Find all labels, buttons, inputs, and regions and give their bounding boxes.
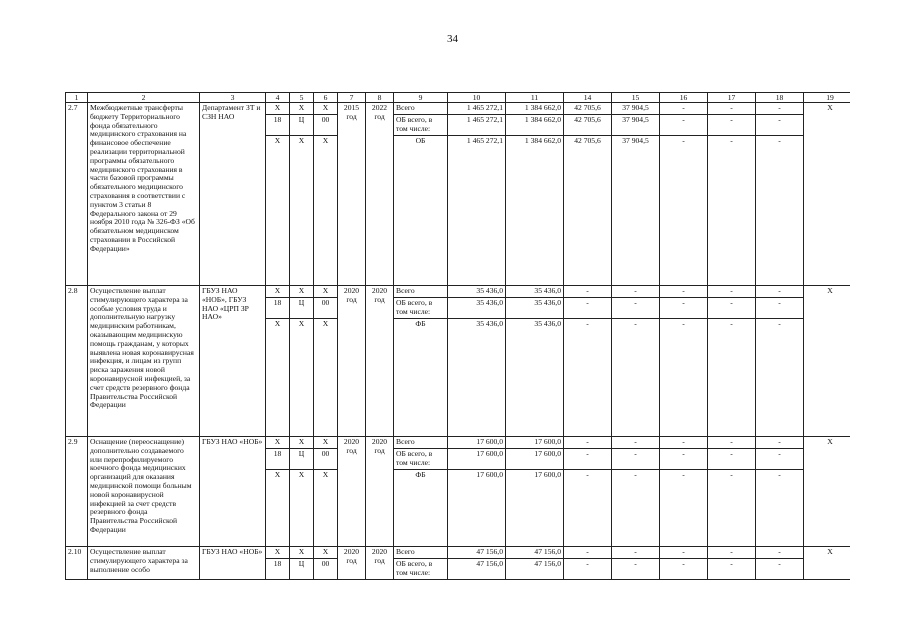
measure-name: Осуществление выплат стимулирующего характера за выполнение особо	[88, 547, 200, 580]
amount-col-14: -	[564, 298, 612, 319]
table-row	[66, 547, 851, 559]
code-col-5: Ц	[290, 115, 314, 136]
code-col-5: Х	[290, 547, 314, 559]
row-number: 2.8	[66, 286, 88, 437]
amount-col-16: -	[660, 437, 708, 449]
code-col-4: 18	[266, 449, 290, 470]
amount-col-18: -	[756, 115, 804, 136]
funding-source: ОБ	[394, 136, 448, 286]
amount-col-17: -	[708, 136, 756, 286]
funding-source: ОБ всего, в том числе:	[394, 559, 448, 580]
code-col-6: Х	[314, 136, 338, 286]
amount-col-17: -	[708, 437, 756, 449]
code-col-4: Х	[266, 319, 290, 437]
start-year: 2020 год	[338, 547, 366, 580]
amount-col-16: -	[660, 286, 708, 298]
funding-source: ОБ всего, в том числе:	[394, 298, 448, 319]
column-header: 16	[660, 93, 708, 103]
code-col-6: Х	[314, 319, 338, 437]
funding-source: ОБ всего, в том числе:	[394, 115, 448, 136]
page-number: 34	[447, 33, 458, 45]
funding-source: ФБ	[394, 319, 448, 437]
column-header: 6	[314, 93, 338, 103]
code-col-5: Ц	[290, 298, 314, 319]
amount-col-14: -	[564, 286, 612, 298]
column-header: 7	[338, 93, 366, 103]
amount-col-17: -	[708, 547, 756, 559]
amount-total: 35 436,0	[448, 286, 506, 298]
amount-total: 47 156,0	[448, 547, 506, 559]
column-header: 9	[394, 93, 448, 103]
header-row	[66, 93, 851, 103]
amount-col-11: 1 384 662,0	[506, 103, 564, 115]
amount-col-15: -	[612, 319, 660, 437]
code-col-4: Х	[266, 286, 290, 298]
code-col-5: Х	[290, 470, 314, 547]
amount-col-18: -	[756, 103, 804, 115]
amount-col-14: 42 705,6	[564, 115, 612, 136]
column-header: 8	[366, 93, 394, 103]
amount-col-18: -	[756, 559, 804, 580]
row-number: 2.10	[66, 547, 88, 580]
amount-col-11: 17 600,0	[506, 449, 564, 470]
amount-col-15: 37 904,5	[612, 103, 660, 115]
column-header: 1	[66, 93, 88, 103]
amount-col-18: -	[756, 319, 804, 437]
amount-col-11: 47 156,0	[506, 547, 564, 559]
amount-col-16: -	[660, 115, 708, 136]
amount-col-14: -	[564, 449, 612, 470]
end-year: 2020 год	[366, 286, 394, 437]
amount-col-17: -	[708, 319, 756, 437]
amount-col-14: -	[564, 319, 612, 437]
amount-col-11: 47 156,0	[506, 559, 564, 580]
col-19: Х	[804, 103, 851, 286]
code-col-6: 00	[314, 559, 338, 580]
amount-col-14: -	[564, 559, 612, 580]
code-col-4: Х	[266, 103, 290, 115]
column-header: 19	[804, 93, 851, 103]
code-col-4: Х	[266, 547, 290, 559]
amount-col-17: -	[708, 286, 756, 298]
row-number: 2.9	[66, 437, 88, 547]
amount-col-16: -	[660, 319, 708, 437]
table-row	[66, 286, 851, 298]
amount-col-17: -	[708, 559, 756, 580]
funding-source: ОБ всего, в том числе:	[394, 449, 448, 470]
amount-col-16: -	[660, 136, 708, 286]
code-col-5: Х	[290, 286, 314, 298]
code-col-5: Х	[290, 136, 314, 286]
code-col-6: Х	[314, 103, 338, 115]
code-col-5: Х	[290, 319, 314, 437]
amount-total: 1 465 272,1	[448, 103, 506, 115]
amount-total: 35 436,0	[448, 298, 506, 319]
amount-col-14: -	[564, 437, 612, 449]
code-col-4: Х	[266, 437, 290, 449]
amount-total: 1 465 272,1	[448, 115, 506, 136]
funding-source: Всего	[394, 547, 448, 559]
amount-col-17: -	[708, 103, 756, 115]
funding-source: ФБ	[394, 470, 448, 547]
code-col-4: 18	[266, 559, 290, 580]
code-col-5: Х	[290, 437, 314, 449]
start-year: 2020 год	[338, 437, 366, 547]
col-19: Х	[804, 286, 851, 437]
funding-source: Всего	[394, 286, 448, 298]
row-number: 2.7	[66, 103, 88, 286]
amount-col-14: 42 705,6	[564, 136, 612, 286]
amount-col-16: -	[660, 449, 708, 470]
code-col-6: Х	[314, 470, 338, 547]
table-row	[66, 437, 851, 449]
column-header: 15	[612, 93, 660, 103]
code-col-4: Х	[266, 470, 290, 547]
end-year: 2020 год	[366, 547, 394, 580]
amount-total: 47 156,0	[448, 559, 506, 580]
amount-col-16: -	[660, 547, 708, 559]
code-col-6: Х	[314, 437, 338, 449]
amount-col-17: -	[708, 298, 756, 319]
amount-col-18: -	[756, 449, 804, 470]
amount-col-18: -	[756, 298, 804, 319]
code-col-6: 00	[314, 449, 338, 470]
amount-col-15: -	[612, 298, 660, 319]
table-row	[66, 103, 851, 115]
amount-col-16: -	[660, 470, 708, 547]
amount-col-11: 17 600,0	[506, 470, 564, 547]
amount-col-18: -	[756, 136, 804, 286]
start-year: 2020 год	[338, 286, 366, 437]
table-body	[66, 93, 851, 580]
amount-col-14: 42 705,6	[564, 103, 612, 115]
column-header: 3	[200, 93, 266, 103]
amount-col-15: -	[612, 470, 660, 547]
amount-col-15: -	[612, 449, 660, 470]
amount-col-11: 35 436,0	[506, 319, 564, 437]
amount-col-18: -	[756, 547, 804, 559]
amount-total: 1 465 272,1	[448, 136, 506, 286]
code-col-6: Х	[314, 286, 338, 298]
col-19: Х	[804, 437, 851, 547]
start-year: 2015 год	[338, 103, 366, 286]
amount-total: 17 600,0	[448, 470, 506, 547]
amount-col-18: -	[756, 437, 804, 449]
amount-col-15: 37 904,5	[612, 136, 660, 286]
code-col-5: Ц	[290, 449, 314, 470]
amount-col-15: -	[612, 559, 660, 580]
amount-col-15: -	[612, 547, 660, 559]
amount-col-18: -	[756, 286, 804, 298]
amount-col-17: -	[708, 470, 756, 547]
amount-total: 35 436,0	[448, 319, 506, 437]
code-col-4: 18	[266, 298, 290, 319]
amount-col-17: -	[708, 449, 756, 470]
measure-name: Осуществление выплат стимулирующего характера за особые условия труда и дополнительную нагрузку медицинским работникам, оказывающим медицинскую помощь гражданам, у которых выявлена новая коронавирусная инфекция, и лицам из групп риска заражения новой коронавирусной инфекцией, за счет средств резервного фонда Правительства Российской Федерации	[88, 286, 200, 437]
funding-source: Всего	[394, 437, 448, 449]
code-col-6: 00	[314, 115, 338, 136]
code-col-4: Х	[266, 136, 290, 286]
column-header: 5	[290, 93, 314, 103]
amount-col-15: -	[612, 437, 660, 449]
measure-name: Межбюджетные трансферты бюджету Территориального фонда обязательного медицинского страхования на финансовое обеспечение реализации территориальной программы обязательного медицинского страхования в части базовой программы обязательного медицинского страхования в соответствии с пунктом 3 статьи 8 Федерального закона от 29 ноября 2010 года № 326-ФЗ «Об обязательном медицинском страховании в Российской Федерации»	[88, 103, 200, 286]
program-table	[65, 92, 850, 640]
code-col-4: 18	[266, 115, 290, 136]
column-header: 2	[88, 93, 200, 103]
column-header: 4	[266, 93, 290, 103]
measure-name: Оснащение (переоснащение) дополнительно создаваемого или перепрофилируемого коечного фонда медицинских организаций для оказания медицинской помощи больным новой коронавирусной инфекцией за счет средств резервного фонда Правительства Российской Федерации	[88, 437, 200, 547]
amount-col-15: -	[612, 286, 660, 298]
executor: ГБУЗ НАО «НОБ»	[200, 547, 266, 580]
code-col-6: 00	[314, 298, 338, 319]
data-table	[65, 92, 850, 580]
code-col-6: Х	[314, 547, 338, 559]
executor: Департамент ЗТ и СЗН НАО	[200, 103, 266, 286]
funding-source: Всего	[394, 103, 448, 115]
code-col-5: Ц	[290, 559, 314, 580]
column-header: 17	[708, 93, 756, 103]
amount-col-11: 35 436,0	[506, 286, 564, 298]
amount-col-11: 1 384 662,0	[506, 115, 564, 136]
executor: ГБУЗ НАО «НОБ»	[200, 437, 266, 547]
column-header: 18	[756, 93, 804, 103]
end-year: 2020 год	[366, 437, 394, 547]
end-year: 2022 год	[366, 103, 394, 286]
column-header: 11	[506, 93, 564, 103]
amount-col-16: -	[660, 298, 708, 319]
col-19: Х	[804, 547, 851, 580]
executor: ГБУЗ НАО «НОБ», ГБУЗ НАО «ЦРП ЗР НАО»	[200, 286, 266, 437]
amount-total: 17 600,0	[448, 437, 506, 449]
amount-col-16: -	[660, 559, 708, 580]
amount-col-11: 35 436,0	[506, 298, 564, 319]
amount-col-11: 1 384 662,0	[506, 136, 564, 286]
amount-col-17: -	[708, 115, 756, 136]
amount-col-16: -	[660, 103, 708, 115]
amount-col-11: 17 600,0	[506, 437, 564, 449]
amount-col-14: -	[564, 470, 612, 547]
code-col-5: Х	[290, 103, 314, 115]
amount-col-15: 37 904,5	[612, 115, 660, 136]
amount-total: 17 600,0	[448, 449, 506, 470]
column-header: 14	[564, 93, 612, 103]
amount-col-18: -	[756, 470, 804, 547]
amount-col-14: -	[564, 547, 612, 559]
column-header: 10	[448, 93, 506, 103]
